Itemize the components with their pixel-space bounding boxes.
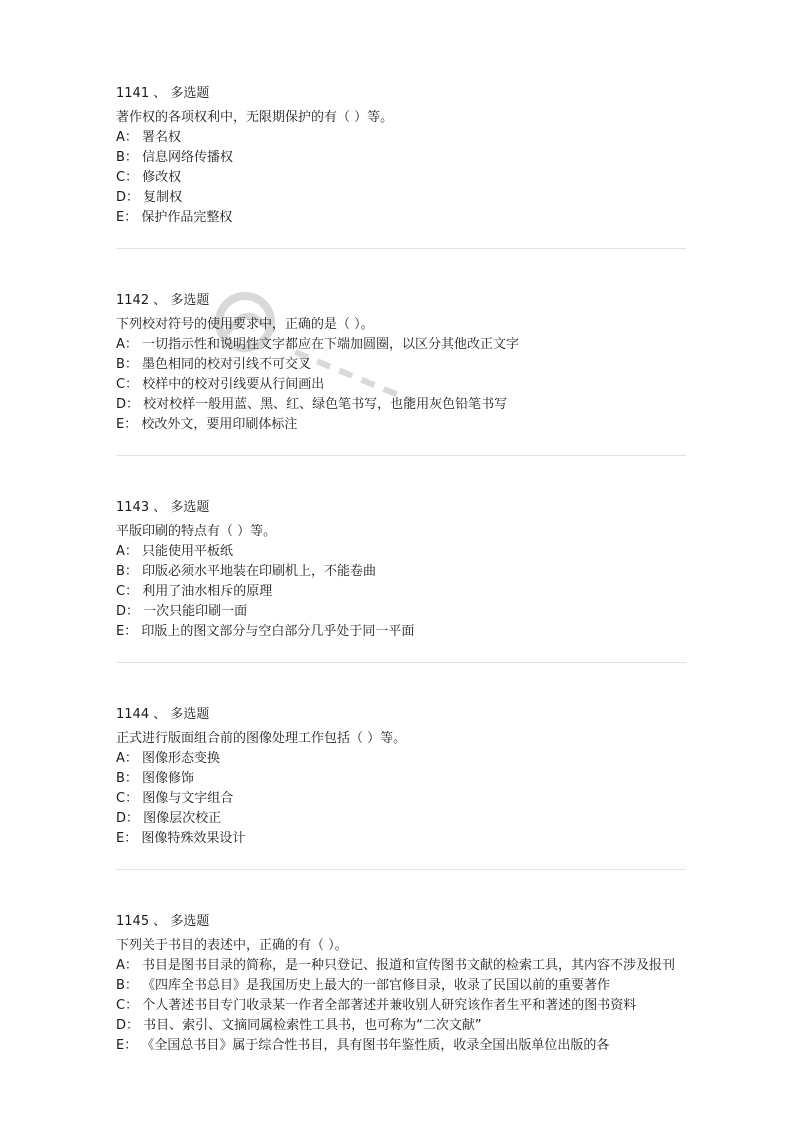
answer-option: E： 保护作品完整权: [116, 210, 233, 225]
answer-option: D： 图像层次校正: [116, 811, 222, 826]
question-stem: 下列校对符号的使用要求中，正确的是（ ）。: [116, 317, 374, 332]
question-stem: 平版印刷的特点有（ ）等。: [116, 524, 277, 539]
answer-option: E： 印版上的图文部分与空白部分几乎处于同一平面: [116, 624, 415, 639]
question-block: [116, 498, 686, 642]
question-divider: [116, 455, 686, 456]
answer-option: C： 校样中的校对引线要从行间画出: [116, 377, 325, 392]
question-number: 1141: [116, 86, 150, 101]
answer-option: B： 墨色相同的校对引线不可交叉: [116, 357, 312, 372]
question-header: [116, 705, 686, 725]
answer-option: C： 图像与文字组合: [116, 791, 234, 806]
answer-option: B： 《四库全书总目》是我国历史上最大的一部官修目录，收录了民国以前的重要著作: [116, 978, 611, 993]
question-block: [116, 705, 686, 849]
question-separator: 、: [153, 707, 167, 722]
question-header: [116, 84, 686, 104]
question-separator: 、: [153, 914, 167, 929]
answer-option: C： 个人著述书目专门收录某一作者全部著述并兼收别人研究该作者生平和著述的图书资料: [116, 998, 637, 1013]
answer-option: D： 书目、索引、文摘同属检索性工具书，也可称为“二次文献”: [116, 1018, 482, 1033]
answer-option: A： 只能使用平板纸: [116, 544, 234, 559]
question-type: 多选题: [170, 914, 210, 929]
question-divider: [116, 662, 686, 663]
question-number: 1142: [116, 293, 150, 308]
answer-option: C： 利用了油水相斥的原理: [116, 584, 273, 599]
answer-option: D： 校对校样一般用蓝、黑、红、绿色笔书写，也能用灰色铅笔书写: [116, 397, 508, 412]
question-number: 1145: [116, 914, 150, 929]
answer-option: A： 书目是图书目录的简称，是一种只登记、报道和宣传图书文献的检索工具，其内容不涉及报刊: [116, 958, 676, 973]
question-header: [116, 912, 686, 932]
question-stem: 下列关于书目的表述中，正确的有（ ）。: [116, 938, 348, 953]
question-separator: 、: [153, 86, 167, 101]
answer-option: E： 图像特殊效果设计: [116, 831, 246, 846]
question-type: 多选题: [170, 86, 210, 101]
answer-option: A： 图像形态变换: [116, 751, 221, 766]
answer-option: A： 一切指示性和说明性文字都应在下端加圆圈，以区分其他改正文字: [116, 337, 520, 352]
question-divider: [116, 248, 686, 249]
question-block: [116, 291, 686, 435]
question-type: 多选题: [170, 500, 210, 515]
question-type: 多选题: [170, 707, 210, 722]
answer-option: E： 校改外文，要用印刷体标注: [116, 417, 298, 432]
exam-page: [116, 84, 686, 1056]
answer-option: B： 图像修饰: [116, 771, 195, 786]
question-block: [116, 912, 686, 1056]
answer-option: C： 修改权: [116, 170, 182, 185]
answer-option: D： 一次只能印刷一面: [116, 604, 248, 619]
answer-option: B： 印版必须水平地装在印刷机上，不能卷曲: [116, 564, 377, 579]
answer-option: E： 《全国总书目》属于综合性书目，具有图书年鉴性质，收录全国出版单位出版的各: [116, 1038, 610, 1053]
question-stem: 著作权的各项权利中，无限期保护的有（ ）等。: [116, 110, 394, 125]
question-stem: 正式进行版面组合前的图像处理工作包括（ ）等。: [116, 731, 407, 746]
answer-option: D： 复制权: [116, 190, 183, 205]
question-number: 1143: [116, 500, 150, 515]
answer-option: A： 署名权: [116, 130, 182, 145]
question-header: [116, 498, 686, 518]
answer-option: B： 信息网络传播权: [116, 150, 234, 165]
question-number: 1144: [116, 707, 150, 722]
question-block: [116, 84, 686, 228]
question-type: 多选题: [170, 293, 210, 308]
question-divider: [116, 869, 686, 870]
question-separator: 、: [153, 293, 167, 308]
question-header: [116, 291, 686, 311]
question-separator: 、: [153, 500, 167, 515]
